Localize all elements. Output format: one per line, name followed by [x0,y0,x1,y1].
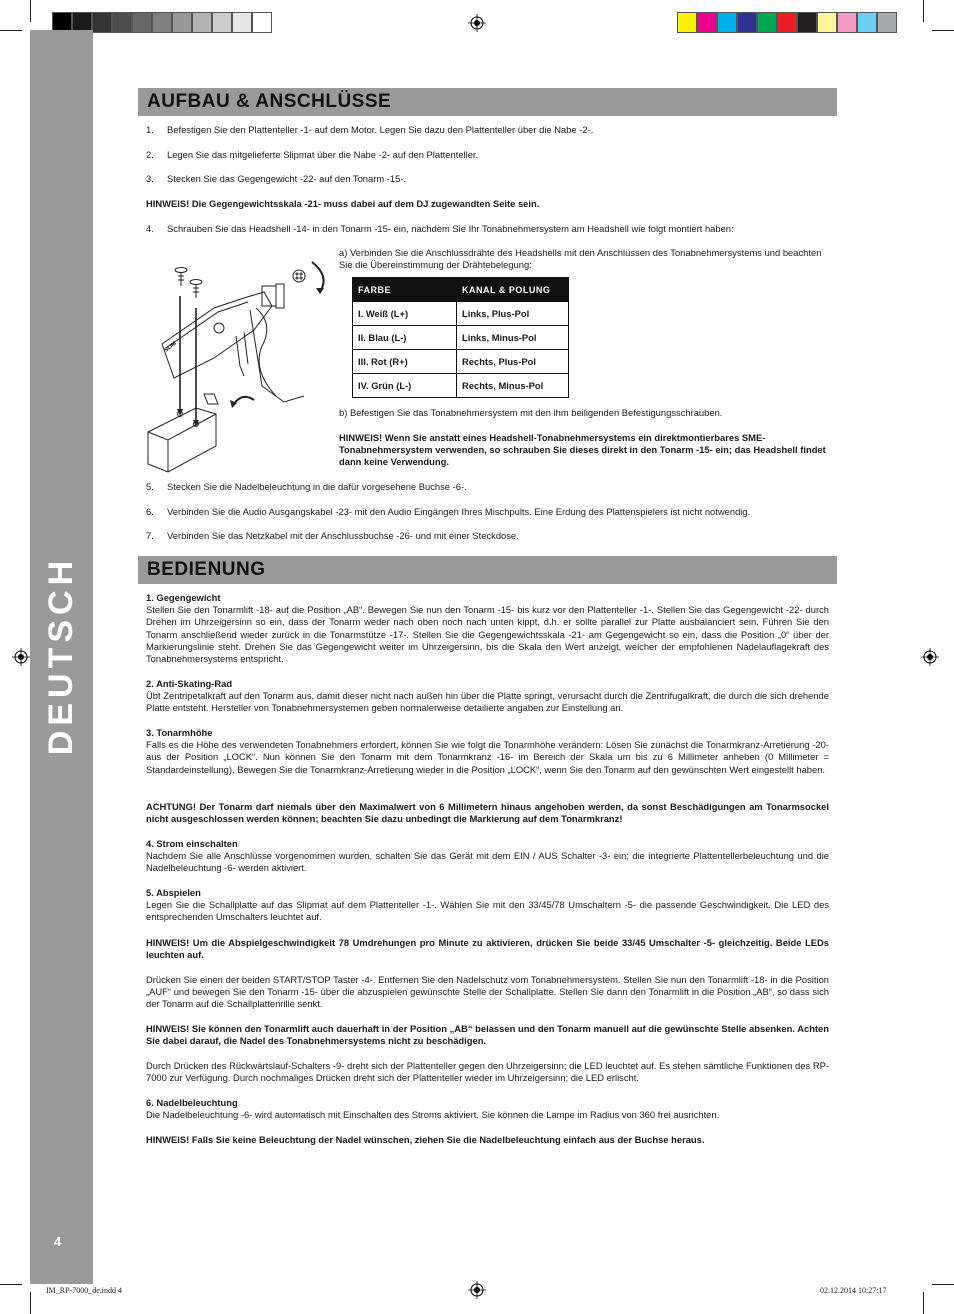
color-swatch [697,12,717,33]
color-swatch [837,12,857,33]
paragraph-body: Falls es die Höhe des verwendeten Tonabnehmers erfordert, können Sie wie folgt die Tonarmhöhe verändern: Lösen Sie zunächst die Tonarmkranz-Arretierung -20- aus der Position „LOCK“. Nun können Sie den Tonarm mit dem Tonarmkranz -16- im Bereich der Skala um bis zu 6 Millimeter anheben (0 Millimeter = Standardeinstellung). Bewegen Sie die Tonarmkranz-Arretierung wieder in die Position „LOCK“, wenn Sie den Tonarm auf den gewünschten Wert eingestellt haben. [146,739,829,775]
registration-mark-icon [921,648,939,666]
color-swatch [757,12,777,33]
paragraph-tonearm-height [146,727,829,776]
paragraph-needle-light [146,1097,829,1121]
table-row [353,302,569,326]
paragraph-power [146,838,829,875]
color-swatch [192,12,212,33]
crop-mark [30,1292,31,1314]
table-row [353,326,569,350]
paragraph-heading: 5. Abspielen [146,887,201,898]
section-header-setup [138,88,837,116]
table-cell: Links, Minus-Pol [457,326,569,350]
color-swatch [717,12,737,33]
paragraph-heading: 2. Anti-Skating-Rad [146,678,233,689]
paragraph-body: Durch Drücken des Rückwärtslauf-Schalters -9- dreht sich der Plattenteller gegen den Uhrzeigersinn; die LED leuchtet auf. Es stehen sämtliche Funktionen des RP-7000 zur Verfügung. Durch nochmaliges Drücken dreht sich der Plattenteller wieder im Uhrzeigersinn; die LED erlischt. [146,1060,829,1084]
section-header-operation [138,556,837,584]
substep-a: a) Verbinden Sie die Anschlussdrähte des Headshells mit den Anschlüssen des Tonabnehmersystems und beachten Sie die Übereinstimmung der Drähtebelegung: [339,247,822,271]
note-text: HINWEIS! Falls Sie keine Beleuchtung der Nadel wünschen, ziehen Sie die Nadelbeleuchtung einfach aus der Buchse heraus. [146,1134,705,1145]
page-number: 4 [54,1234,62,1249]
table-header-row [353,278,569,302]
substep-b: b) Befestigen Sie das Tonabnehmersystem mit den ihm beiligenden Befestigungsschrauben. [339,407,723,418]
paragraph-body: Stellen Sie den Tonarmlift -18- auf die Position „AB“. Bewegen Sie nun den Tonarm -15- bis kurz vor den Plattenteller -1-. Stellen Sie das Gegengewicht -22- durch Drehen im Uhrzeigersinn so ein, dass der Tonarm weder nach oben noch nach unten kippt, d.h. er sollte parallel zur Platte ausbalanciert sein. Führen Sie den Tonarm anschließend wieder zurück in die Tonarmstütze -17-. Stellen Sie die Gegengewichtsskala -21- am Gegengewicht so ein, dass die Position „0“ über der Markierungslinie steht. Drehen Sie das Gegengewicht weiter im Uhrzeigersinn, bis die Skala den Wert anzeigt, welcher der empfohlenen Nadelauflagekraft des Tonabnehmersystems entspricht. [146,604,829,665]
table-cell: IV. Grün (L-) [353,374,457,398]
table-cell: Links, Plus-Pol [457,302,569,326]
color-calibration-bar [677,12,897,34]
color-swatch [252,12,272,33]
color-swatch [797,12,817,33]
section-title: AUFBAU & ANSCHLÜSSE [147,91,392,112]
crop-mark [0,30,22,31]
crop-mark [932,30,954,31]
headshell-label: SLIM [163,340,178,354]
table-cell: Rechts, Plus-Pol [457,350,569,374]
crop-mark [923,0,924,22]
table-header: KANAL & POLUNG [457,278,569,302]
color-swatch [152,12,172,33]
color-swatch [777,12,797,33]
note-text: HINWEIS! Wenn Sie anstatt eines Headshell-Tonabnehmersystems ein direktmontierbares SME-Tonabnehmersystem verwenden, so schrauben Sie dieses direkt in den Tonarm -15- ein; das Headshell findet dann keine Verwendung. [339,432,826,468]
color-swatch [232,12,252,33]
registration-mark-icon [468,1281,486,1299]
paragraph-body: Drücken Sie einen der beiden START/STOP Taster -4-. Entfernen Sie den Nadelschutz vom Tonabnehmersystem. Stellen Sie nun den Tonarmlift -18- in die Position „AUF“ und bewegen Sie den Tonarm -15- über die abzuspielen gewünschte Stelle der Schallplatte. Stellen Sie dann den Tonarmlift in die Position „AB“, so dass sich der Tonarm auf die Schallplattenrille senkt. [146,974,829,1010]
crop-mark [30,0,31,22]
warning-text: ACHTUNG! Der Tonarm darf niemals über den Maximalwert von 6 Millimetern hinaus angehoben werden, da sonst Beschädigungen am Tonarmsockel nicht ausgeschlossen werden können; beachten Sie dazu unbedingt die Markierung auf dem Tonarmkranz! [146,801,829,825]
note-text: HINWEIS! Um die Abspielgeschwindigkeit 78 Umdrehungen pro Minute zu aktivieren, drücken Sie beide 33/45 Umschalter -5- gleichzeitig. Beide LEDs leuchten auf. [146,937,829,961]
footer-timestamp: 02.12.2014 10:27:17 [820,1286,887,1295]
paragraph-body: Nachdem Sie alle Anschlüsse vorgenommen wurden, schalten Sie das Gerät mit dem EIN / AUS Schalter -3- ein; die integrierte Plattentellerbeleuchtung und die Nadelbeleuchtung -6- werden aktiviert. [146,850,829,874]
registration-mark-icon [12,648,30,666]
color-swatch [877,12,897,33]
table-header: FARBE [353,278,457,302]
paragraph-heading: 6. Nadelbeleuchtung [146,1097,238,1108]
sidebar-language-title: DEUTSCH [42,555,80,755]
color-swatch [212,12,232,33]
crop-mark [923,1292,924,1314]
paragraph-heading: 3. Tonarmhöhe [146,727,213,738]
registration-mark-icon [468,14,486,32]
table-row [353,374,569,398]
color-swatch [817,12,837,33]
paragraph-heading: 4. Strom einschalten [146,838,238,849]
color-swatch [172,12,192,33]
color-swatch [737,12,757,33]
table-cell: Rechts, Minus-Pol [457,374,569,398]
table-row [353,350,569,374]
table-cell: III. Rot (R+) [353,350,457,374]
paragraph-heading: 1. Gegengewicht [146,592,221,603]
crop-mark [932,1284,954,1285]
paragraph-body: Legen Sie die Schallplatte auf das Slipmat auf dem Plattenteller -1-. Wählen Sie mit den 33/45/78 Umschaltern -5- die passende Geschwindigkeit. Die LED des entsprechenden Umschalters leuchtet auf. [146,899,829,923]
table-cell: II. Blau (L-) [353,326,457,350]
crop-mark [0,1284,22,1285]
paragraph-body: Die Nadelbeleuchtung -6- wird automatisch mit Einschalten des Stroms aktiviert. Sie können die Lampe im Radius von 360 frei ausrichten. [146,1109,720,1121]
color-swatch [132,12,152,33]
color-swatch [677,12,697,33]
section-title: BEDIENUNG [147,559,266,580]
paragraph-counterweight [146,592,829,665]
table-cell: I. Weiß (L+) [353,302,457,326]
paragraph-body: Übt Zentripetalkraft auf den Tonarm aus, damit dieser nicht nach außen hin über die Platte springt, verursacht durch die Zentrifugalkraft, die durch die sich drehende Platte entsteht. Hersteller von Tonabnehmersystemen geben normalerweise detailierte angaben zur Einstellung an. [146,690,829,714]
headshell-diagram [144,246,334,476]
color-swatch [112,12,132,33]
color-swatch [92,12,112,33]
paragraph-play [146,887,829,924]
note-text: HINWEIS! Die Gegengewichtsskala -21- muss dabei auf dem DJ zugewandten Seite sein. [146,198,540,209]
paragraph-antiskating [146,678,829,715]
footer-filename: IM_RP-7000_de.indd 4 [46,1286,122,1295]
wiring-table [352,277,569,398]
note-text: HINWEIS! Sie können den Tonarmlift auch dauerhaft in der Position „AB“ belassen und den Tonarm manuell auf die gewünschte Stelle absenken. Achten Sie dabei darauf, die Nadel des Tonabnehmersystems nicht zu beschädigen. [146,1023,829,1047]
color-swatch [857,12,877,33]
